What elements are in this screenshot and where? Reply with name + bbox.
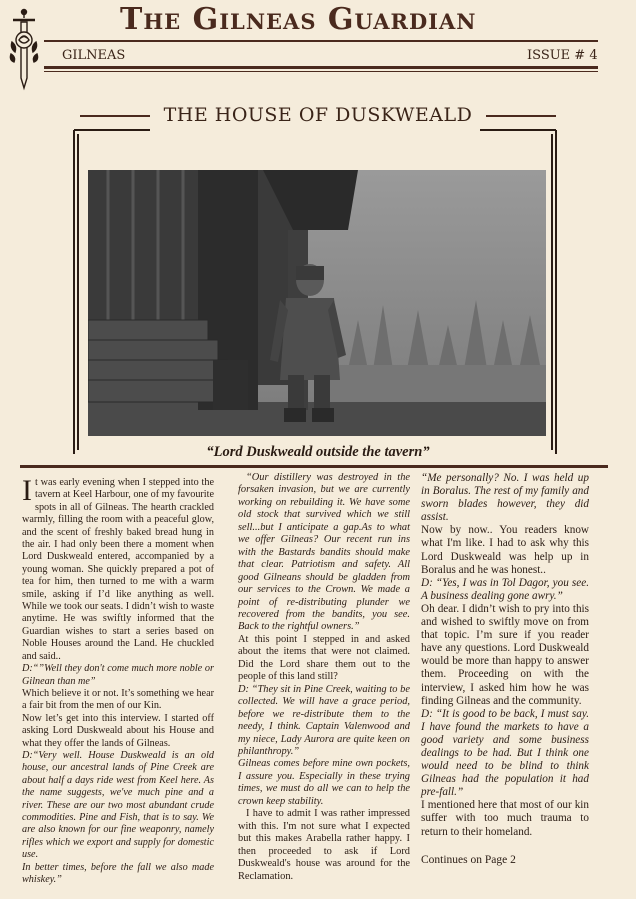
continues-link[interactable]: Continues on Page 2 bbox=[421, 854, 516, 866]
article-paragraph: “Me personally? No. I was held up in Boralus. The rest of my family and sworn blades however, they did assist. bbox=[421, 472, 589, 524]
masthead-title: The Gilneas Guardian bbox=[120, 2, 477, 37]
masthead-location: GILNEAS bbox=[62, 48, 126, 63]
article-paragraph: Which believe it or not. It’s something we hear a fair bit from the men of our Kin. bbox=[22, 687, 214, 712]
masthead-rule-bottom bbox=[44, 66, 598, 69]
article-paragraph: Now let’s get into this interview. I started off asking Lord Duskweald about his House and what they offer the lands of Gilneas. bbox=[22, 712, 214, 749]
article-column-2 bbox=[238, 472, 410, 883]
article-paragraph: D: “It is good to be back, I must say. I have found the markets to have a good variety and some business dealings to be had. But I think one would need to be blind to think Gilneas had the population it had pre-fall.” bbox=[421, 707, 589, 799]
article-paragraph: D:“”Well they don't come much more noble or Gilnean than me” bbox=[22, 663, 214, 687]
article-paragraph: I have to admit I was rather impressed with this. I'm not sure what I expected but this makes Arabella rather happy. I then proceeded to ask if Lord Duskweald's house was around for the Reclamation. bbox=[238, 808, 410, 882]
sword-rose-emblem-icon bbox=[5, 8, 43, 92]
headline: THE HOUSE OF DUSKWEALD bbox=[163, 104, 473, 126]
masthead-rule-top bbox=[44, 40, 598, 42]
article-paragraph: D: “They sit in Pine Creek, waiting to be collected. We will have a grace period, before we re-distribute them to the needy, I think. Captain Valenwood and my niece, Lady Aurora are quite keen on philanthropy.” bbox=[238, 683, 410, 757]
article-paragraph: I mentioned here that most of our kin suffer with too much trauma to return to their homeland. bbox=[421, 799, 589, 838]
article-paragraph bbox=[22, 474, 214, 663]
article-column-3 bbox=[421, 472, 589, 839]
drop-cap: I bbox=[22, 474, 32, 507]
article-paragraph: “Our distillery was destroyed in the forsaken invasion, but we are currently working on rebuilding it. We have some old stock that survived which we still sell...but I anticipate a gap.As to what we offer Gilneas? Our recent run ins with the Bastards bandits should make that clear. Patriotism and safety. All good Gilneans should be gladden from our services to the Crown. We made a point of re-distributing plunder we recovered from the bandits, you see. Back to the rightful owners.” bbox=[238, 472, 410, 633]
article-paragraph: Now by now.. You readers know what I'm like. I had to ask why this Lord Duskweald was help up in Boralus and he was honest.. bbox=[421, 524, 589, 576]
article-paragraph: Oh dear. I didn’t wish to pry into this and wished to swiftly move on from that topic. I’m sure if you reader have any questions. Lord Duskweald would be more than happy to answer them. Proceeding on with the interview, I asked him how he was finding Gilneas and the community. bbox=[421, 602, 589, 707]
headline-rule-left bbox=[80, 115, 150, 117]
masthead-issue: ISSUE # 4 bbox=[527, 48, 598, 63]
caption-rule bbox=[20, 465, 608, 468]
masthead-rule-bottom-thin bbox=[44, 71, 598, 72]
article-paragraph: At this point I stepped in and asked about the items that were not claimed. Did the Lord share them out to the people of this land still? bbox=[238, 633, 410, 683]
headline-rule-right bbox=[486, 115, 556, 117]
article-paragraph: Gilneas comes before mine own pockets, I assure you. Especially in these trying times, we must do all we can to help the crown keep stability. bbox=[238, 758, 410, 807]
article-paragraph: D: “Yes, I was in Tol Dagor, you see. A business dealing gone awry.” bbox=[421, 576, 589, 602]
article-paragraph: D:“Very well. House Duskweald is an old house, our ancestral lands of Pine Creek are about half a days ride west from Keel here. As the name suggests, we've much pine and a river. These are our two most abundant crude commodities. Pine and Fish, that is to say. We are also known for our fine weaponry, namely rifles which we export and supply for domestic use. bbox=[22, 749, 214, 861]
article-column-1 bbox=[22, 474, 214, 886]
article-paragraph: In better times, before the fall we also made whiskey.” bbox=[22, 861, 214, 885]
photo-caption: “Lord Duskweald outside the tavern” bbox=[206, 444, 430, 460]
article-paragraph-text: t was early evening when I stepped into the tavern at Keel Harbour, one of my favourite spots in all of Gilneas. The hearth crackled warmly, filling the room with a peaceful glow, and the scent of freshly baked bread hung in the air. I had only been there a moment when Lord Duskweald entered, accompanied by a young woman. She quickly prepared a pot of tea for him, then turned to me with a warm smile, asking if I’d like anything as well. While we took our seats. I didn’t wish to waste anytime. He was swiftly informed that the Guardian wishes to start a series based on Noble Houses around the Land. He chuckled and said.. bbox=[22, 477, 214, 662]
lord-duskweald-photo bbox=[88, 170, 546, 436]
